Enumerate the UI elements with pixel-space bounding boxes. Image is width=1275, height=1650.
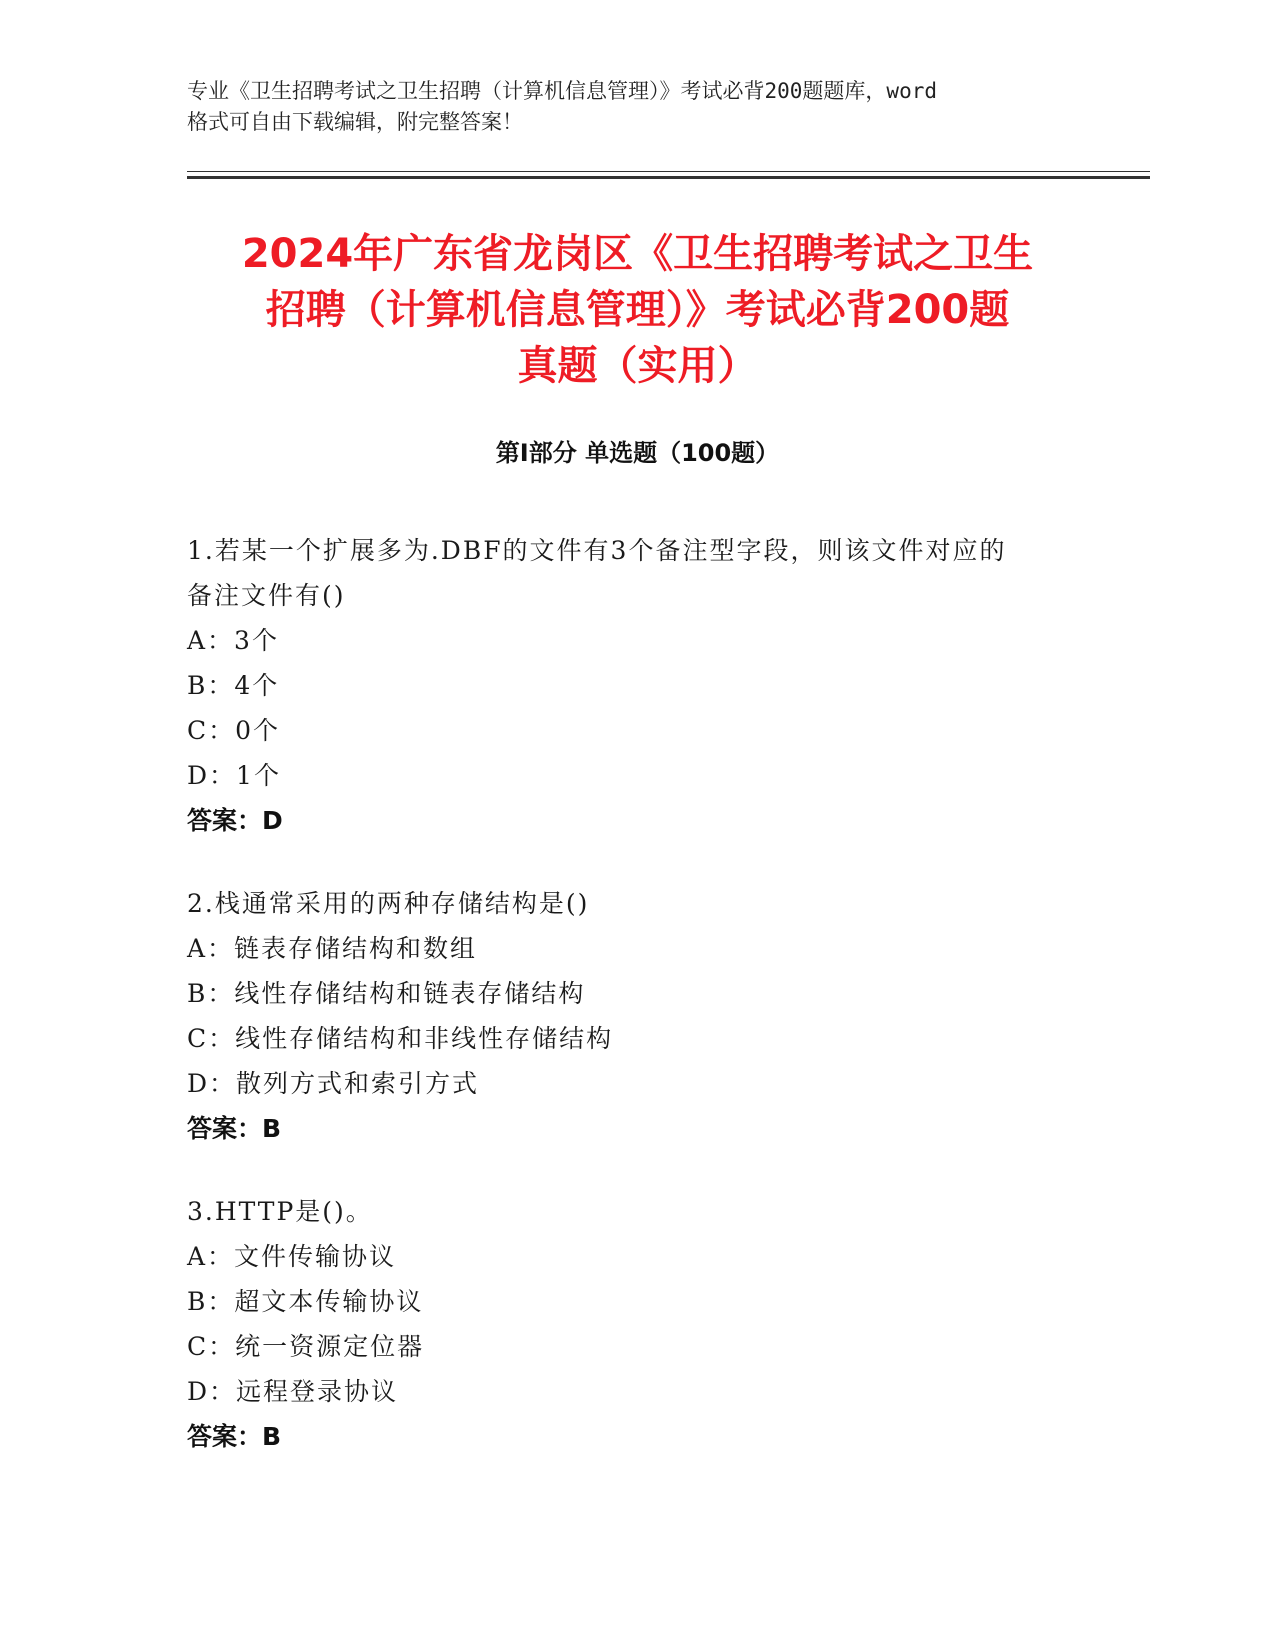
question-3	[187, 1189, 1087, 1459]
option-a: A：3个	[187, 626, 279, 655]
header-divider-thick	[187, 176, 1150, 179]
question-1	[187, 528, 1087, 843]
option-a: A：链表存储结构和数组	[187, 934, 478, 963]
question-stem: 3.HTTP是()。	[187, 1197, 373, 1226]
question-stem-continued: 备注文件有()	[187, 581, 346, 610]
document-title-line-1: 2024年广东省龙岗区《卫生招聘考试之卫生	[241, 231, 1034, 277]
header-note	[187, 76, 1087, 138]
header-note-line-1: 专业《卫生招聘考试之卫生招聘（计算机信息管理）》考试必背200题题库，word	[187, 79, 937, 103]
section-heading: 第Ⅰ部分 单选题（100题）	[495, 439, 780, 467]
option-b: B：4个	[187, 671, 280, 700]
question-stem: 1.若某一个扩展多为.DBF的文件有3个备注型字段，则该文件对应的	[187, 536, 1007, 565]
document-title-line-3: 真题（实用）	[517, 343, 758, 389]
option-d: D：远程登录协议	[187, 1377, 399, 1406]
option-b: B：线性存储结构和链表存储结构	[187, 979, 586, 1008]
document-title-line-2: 招聘（计算机信息管理）》考试必背200题	[265, 287, 1010, 333]
option-a: A：文件传输协议	[187, 1242, 397, 1271]
document-title	[180, 226, 1095, 394]
question-2	[187, 881, 1087, 1151]
option-d: D：1个	[187, 761, 281, 790]
option-c: C：统一资源定位器	[187, 1332, 425, 1361]
option-d: D：散列方式和索引方式	[187, 1069, 480, 1098]
header-divider-thin	[187, 171, 1150, 172]
option-c: C：0个	[187, 716, 281, 745]
answer: 答案：B	[187, 1422, 282, 1451]
header-note-line-2: 格式可自由下载编辑，附完整答案！	[187, 110, 523, 134]
question-list	[187, 528, 1087, 1497]
answer: 答案：D	[187, 806, 283, 835]
answer: 答案：B	[187, 1114, 282, 1143]
question-stem: 2.栈通常采用的两种存储结构是()	[187, 889, 590, 918]
option-c: C：线性存储结构和非线性存储结构	[187, 1024, 614, 1053]
option-b: B：超文本传输协议	[187, 1287, 424, 1316]
